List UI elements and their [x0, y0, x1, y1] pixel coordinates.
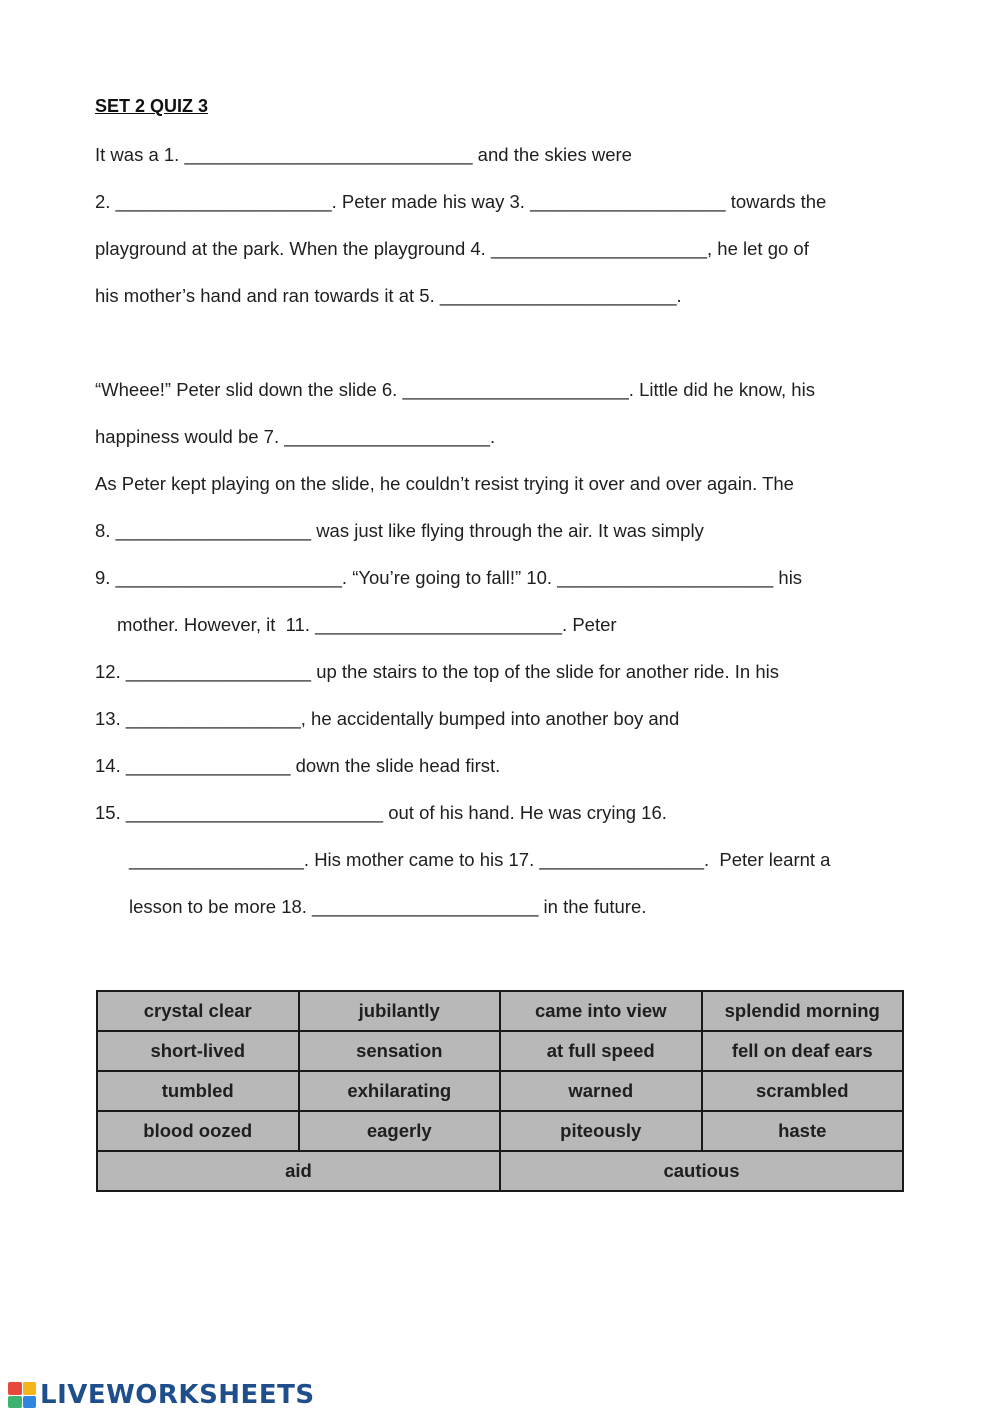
word-bank-cell: short-lived	[97, 1031, 299, 1071]
story-line: 2. _____________________. Peter made his way 3. ___________________ towards the	[95, 191, 827, 212]
word-bank-cell: haste	[702, 1111, 904, 1151]
story-line: 8. ___________________ was just like flying through the air. It was simply	[95, 520, 704, 541]
story-line: 14. ________________ down the slide head first.	[95, 755, 501, 776]
word-bank-cell: splendid morning	[702, 991, 904, 1031]
story-line: mother. However, it 11. ________________________. Peter	[117, 614, 617, 635]
word-bank-cell: exhilarating	[299, 1071, 501, 1111]
story-line: _________________. His mother came to his 17. ________________. Peter learnt a	[129, 849, 831, 870]
story-line: lesson to be more 18. ______________________ in the future.	[129, 896, 647, 917]
story-line: 13. _________________, he accidentally bumped into another boy and	[95, 708, 680, 729]
liveworksheets-logo	[8, 1380, 315, 1410]
word-bank-cell: scrambled	[702, 1071, 904, 1111]
story-line: 15. _________________________ out of his hand. He was crying 16.	[95, 802, 667, 823]
word-bank-cell: aid	[97, 1151, 500, 1191]
story-line: “Wheee!” Peter slid down the slide 6. ______________________. Little did he know, his	[95, 379, 815, 400]
logo-mark-icon	[8, 1382, 36, 1408]
word-bank-cell: came into view	[500, 991, 702, 1031]
story-line: As Peter kept playing on the slide, he couldn’t resist trying it over and over again. The	[95, 473, 794, 494]
word-bank-cell: warned	[500, 1071, 702, 1111]
word-bank-cell: jubilantly	[299, 991, 501, 1031]
word-bank-cell: eagerly	[299, 1111, 501, 1151]
story-line: playground at the park. When the playground 4. _____________________, he let go of	[95, 238, 809, 259]
word-bank-row	[97, 991, 903, 1031]
word-bank-cell: blood oozed	[97, 1111, 299, 1151]
word-bank-cell: cautious	[500, 1151, 903, 1191]
word-bank-row	[97, 1151, 903, 1191]
word-bank-row	[97, 1031, 903, 1071]
story-line: his mother’s hand and ran towards it at 5. _______________________.	[95, 285, 682, 306]
word-bank-row	[97, 1111, 903, 1151]
worksheet-title: SET 2 QUIZ 3	[95, 96, 209, 116]
logo-text: LIVEWORKSHEETS	[40, 1380, 315, 1410]
word-bank-cell: sensation	[299, 1031, 501, 1071]
word-bank-row	[97, 1071, 903, 1111]
word-bank-cell: piteously	[500, 1111, 702, 1151]
story-line: It was a 1. ____________________________ and the skies were	[95, 144, 632, 165]
story-line: happiness would be 7. ____________________.	[95, 426, 496, 447]
word-bank-cell: crystal clear	[97, 991, 299, 1031]
word-bank-cell: fell on deaf ears	[702, 1031, 904, 1071]
story-line: 9. ______________________. “You’re going to fall!” 10. _____________________ his	[95, 567, 803, 588]
word-bank-cell: at full speed	[500, 1031, 702, 1071]
story-line: 12. __________________ up the stairs to the top of the slide for another ride. In his	[95, 661, 779, 682]
word-bank-table	[96, 990, 904, 1192]
word-bank-cell: tumbled	[97, 1071, 299, 1111]
